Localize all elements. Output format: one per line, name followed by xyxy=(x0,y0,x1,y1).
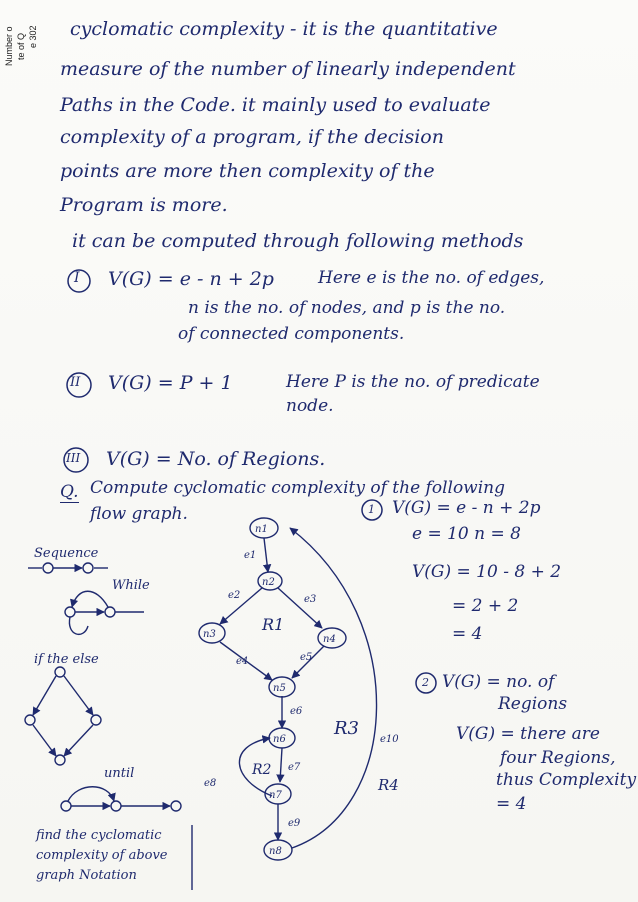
question-line-2: flow graph. xyxy=(90,504,188,524)
solution-1-values: e = 10 n = 8 xyxy=(412,524,521,544)
solution-1-step-2: = 4 xyxy=(452,624,483,644)
methods-intro: it can be computed through following methods xyxy=(72,230,524,252)
method-1-text-2: n is the no. of nodes, and p is the no. xyxy=(188,298,506,318)
node-n2-label: n2 xyxy=(262,577,275,588)
node-n3-label: n3 xyxy=(203,629,216,640)
node-n5-label: n5 xyxy=(273,683,286,694)
region-R4-label: R4 xyxy=(378,776,399,794)
solution-2-formula-2: Regions xyxy=(498,694,568,714)
method-2-formula: V(G) = P + 1 xyxy=(108,372,233,394)
edge-e10-label: e10 xyxy=(380,734,399,745)
edge-e2 xyxy=(220,588,262,624)
edge-e3-label: e3 xyxy=(304,594,317,605)
method-1-number: I xyxy=(74,270,80,286)
definition-line-4: complexity of a program, if the decision xyxy=(60,126,444,148)
method-1-text-3: of connected components. xyxy=(178,324,405,344)
method-2-number: II xyxy=(70,375,81,390)
notation-until-label: until xyxy=(104,766,135,781)
solution-2-line-1: V(G) = there are xyxy=(456,724,600,744)
notation-ifelse-label: if the else xyxy=(34,652,99,667)
solution-1-substitution: V(G) = 10 - 8 + 2 xyxy=(412,562,562,582)
edge-e4-label: e4 xyxy=(236,656,249,667)
region-R3-label: R3 xyxy=(334,718,360,739)
method-2-text-2: node. xyxy=(286,396,334,416)
corner-line-1: Number o xyxy=(4,26,14,66)
notation-caption-3: graph Notation xyxy=(36,868,137,883)
node-n8-label: n8 xyxy=(269,846,282,857)
definition-line-6: Program is more. xyxy=(60,194,228,216)
edge-e1-label: e1 xyxy=(244,550,257,561)
question-label: Q. xyxy=(60,482,79,502)
solution-1-number: 1 xyxy=(368,503,375,516)
region-R2-label: R2 xyxy=(252,762,272,778)
node-n1-label: n1 xyxy=(255,524,268,535)
edge-e2-label: e2 xyxy=(228,590,241,601)
edge-e10 xyxy=(290,528,377,848)
question-line-1: Compute cyclomatic complexity of the following xyxy=(90,478,506,498)
edge-e7-label: e7 xyxy=(288,762,301,773)
notation-sequence-label: Sequence xyxy=(34,546,99,561)
edge-e1 xyxy=(264,538,268,572)
method-3-formula: V(G) = No. of Regions. xyxy=(106,448,326,470)
definition-line-5: points are more then complexity of the xyxy=(60,160,435,182)
notation-caption-1: find the cyclomatic xyxy=(36,828,162,843)
method-3-number: III xyxy=(66,451,81,465)
definition-line-3: Paths in the Code. it mainly used to evaluate xyxy=(60,94,491,116)
node-n6-label: n6 xyxy=(273,734,286,745)
notation-caption-2: complexity of above xyxy=(36,848,168,863)
edge-e5-label: e5 xyxy=(300,652,313,663)
edge-e9-label: e9 xyxy=(288,818,301,829)
edge-e7 xyxy=(280,748,282,782)
solution-1-formula: V(G) = e - n + 2p xyxy=(392,498,541,518)
solution-2-formula: V(G) = no. of xyxy=(442,672,555,692)
corner-line-3: e 302 xyxy=(28,25,38,48)
solution-2-line-3: thus Complexity xyxy=(496,770,637,790)
edge-e8-label: e8 xyxy=(204,778,217,789)
region-R1-label: R1 xyxy=(262,615,285,634)
method-1-formula: V(G) = e - n + 2p xyxy=(108,268,274,290)
solution-2-line-2: four Regions, xyxy=(500,748,616,768)
node-n7-label: n7 xyxy=(269,790,282,801)
definition-line-2: measure of the number of linearly independent xyxy=(60,58,516,80)
method-2-text-1: Here P is the no. of predicate xyxy=(286,372,540,392)
solution-2-number: 2 xyxy=(422,676,429,689)
method-1-text-1: Here e is the no. of edges, xyxy=(318,268,545,288)
notation-while-label: While xyxy=(112,578,150,593)
node-n4-label: n4 xyxy=(323,634,336,645)
solution-1-step-1: = 2 + 2 xyxy=(452,596,519,616)
corner-line-2: te of Q xyxy=(16,32,26,60)
definition-line-1: cyclomatic complexity - it is the quantitative xyxy=(70,18,498,40)
solution-2-line-4: = 4 xyxy=(496,794,527,814)
edge-e6-label: e6 xyxy=(290,706,303,717)
